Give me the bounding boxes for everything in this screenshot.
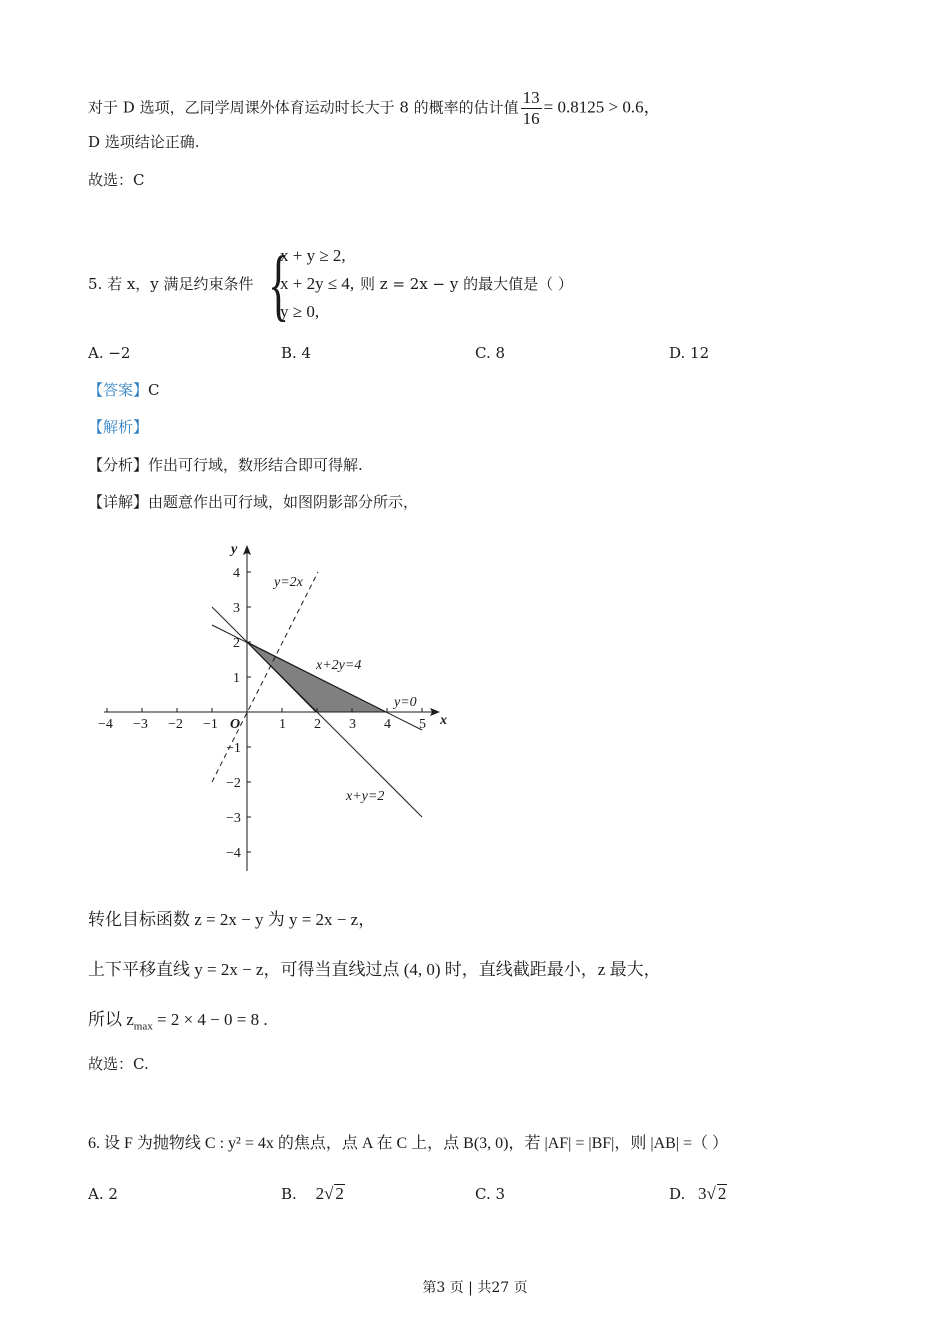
feasible-region-graph (90, 535, 470, 880)
q6-text: 6. 设 F 为抛物线 C : y² = 4x 的焦点，点 A 在 C 上，点 B(3, 0)，若 |AF| = |BF|，则 |AB| =（ ） (88, 1135, 729, 1152)
zmax-value: = 2 × 4 − 0 = 8 . (152, 1010, 268, 1029)
xiangjie-text: 由题意作出可行域，如图阴影部分所示， (148, 493, 419, 511)
y-tick-label: −2 (226, 776, 241, 791)
y-axis-label: y (231, 542, 238, 557)
line-x-plus-2y-4 (212, 625, 422, 730)
q6-option-b (281, 1183, 345, 1205)
answer-value: C (148, 381, 160, 399)
para-d-line2: D 选项结论正确. (88, 133, 200, 151)
origin-label: O (230, 717, 241, 732)
page-footer: 第3 页 | 共27 页 (422, 1280, 528, 1296)
para-d-text: 对于 D 选项，乙同学周课外体育运动时长大于 8 的概率的估计值 (88, 98, 519, 117)
label-y-0: y=0 (394, 695, 417, 710)
y-tick-label: −3 (226, 811, 241, 826)
fraction-numerator: 13 (522, 88, 540, 107)
answer-line (88, 379, 160, 401)
x-axis-label: x (440, 713, 447, 728)
fraction-denominator: 16 (522, 109, 540, 128)
zmax-subscript: max (133, 1020, 153, 1033)
q6-option-b-radicand: 2 (335, 1184, 344, 1203)
para-d-line1 (88, 88, 661, 129)
x-tick-label: 2 (314, 717, 321, 732)
xiangjie-tag: 【详解】 (88, 493, 149, 511)
constraint-3: y ≥ 0, (280, 302, 320, 321)
x-tick-label: 4 (384, 717, 391, 732)
label-x-plus-2y-4: x+2y=4 (316, 658, 362, 673)
x-tick-label: 1 (279, 717, 286, 732)
x-tick-label: −3 (133, 717, 148, 732)
x-tick-label: −2 (168, 717, 183, 732)
q5-prefix: 5. 若 x，y 满足约束条件 (88, 275, 254, 293)
constraint-2: x + 2y ≤ 4, (280, 274, 355, 293)
q6-option-b-label: B. (281, 1185, 297, 1203)
system-brace: { (268, 241, 290, 329)
solution-line-2: 上下平移直线 y = 2x − z，可得当直线过点 (4, 0) 时，直线截距最小，z 最大， (88, 960, 661, 979)
q6-option-d-label: D. (669, 1185, 686, 1203)
analysis-tag: 【解析】 (88, 418, 149, 436)
fraction (521, 88, 542, 129)
constraint-1: x + y ≥ 2, (280, 246, 346, 265)
x-tick-label: 5 (419, 717, 426, 732)
para-d-value: = 0.8125 > 0.6， (543, 97, 661, 117)
fenxi-line (88, 454, 363, 476)
x-tick-label: −1 (203, 717, 218, 732)
q6-option-d (669, 1183, 727, 1205)
solution-line-1: 转化目标函数 z = 2x − y 为 y = 2x − z， (88, 910, 376, 929)
answer-tag: 【答案】 (88, 381, 149, 399)
q6-option-d-coef: 3 (698, 1184, 707, 1203)
q6-option-a: A. 2 (88, 1185, 118, 1203)
xiangjie-line (88, 491, 418, 513)
y-tick-label: 2 (233, 636, 240, 651)
sqrt-sign: √ (324, 1184, 334, 1203)
y-tick-label: −1 (226, 741, 241, 756)
para-d-line3: 故选：C (88, 171, 145, 189)
x-tick-label: −4 (98, 717, 113, 732)
q6-option-b-coef: 2 (315, 1184, 325, 1203)
label-x-plus-y-2: x+y=2 (346, 789, 385, 804)
q5-suffix: 则 z = 2x − y 的最大值是（ ） (360, 275, 573, 293)
q5-option-b: B. 4 (281, 344, 312, 362)
solution-line-3 (88, 1009, 268, 1037)
q5-option-a: A. −2 (88, 344, 131, 362)
sqrt-sign: √ (706, 1184, 716, 1203)
x-tick-label: 3 (349, 717, 356, 732)
zmax-prefix: 所以 z (88, 1010, 134, 1029)
label-y-2x: y=2x (274, 575, 303, 590)
y-tick-label: 3 (233, 601, 240, 616)
y-tick-label: 4 (233, 566, 240, 581)
y-tick-label: −4 (226, 846, 241, 861)
fenxi-text: 作出可行域，数形结合即可得解. (148, 456, 363, 474)
y-tick-label: 1 (233, 671, 240, 686)
q6-option-c: C. 3 (475, 1185, 506, 1203)
q5-option-d: D. 12 (669, 344, 710, 362)
q6-option-d-radicand: 2 (717, 1184, 727, 1203)
solution-line-4: 故选：C. (88, 1055, 149, 1073)
fenxi-tag: 【分析】 (88, 456, 149, 474)
q5-option-c: C. 8 (475, 344, 506, 362)
